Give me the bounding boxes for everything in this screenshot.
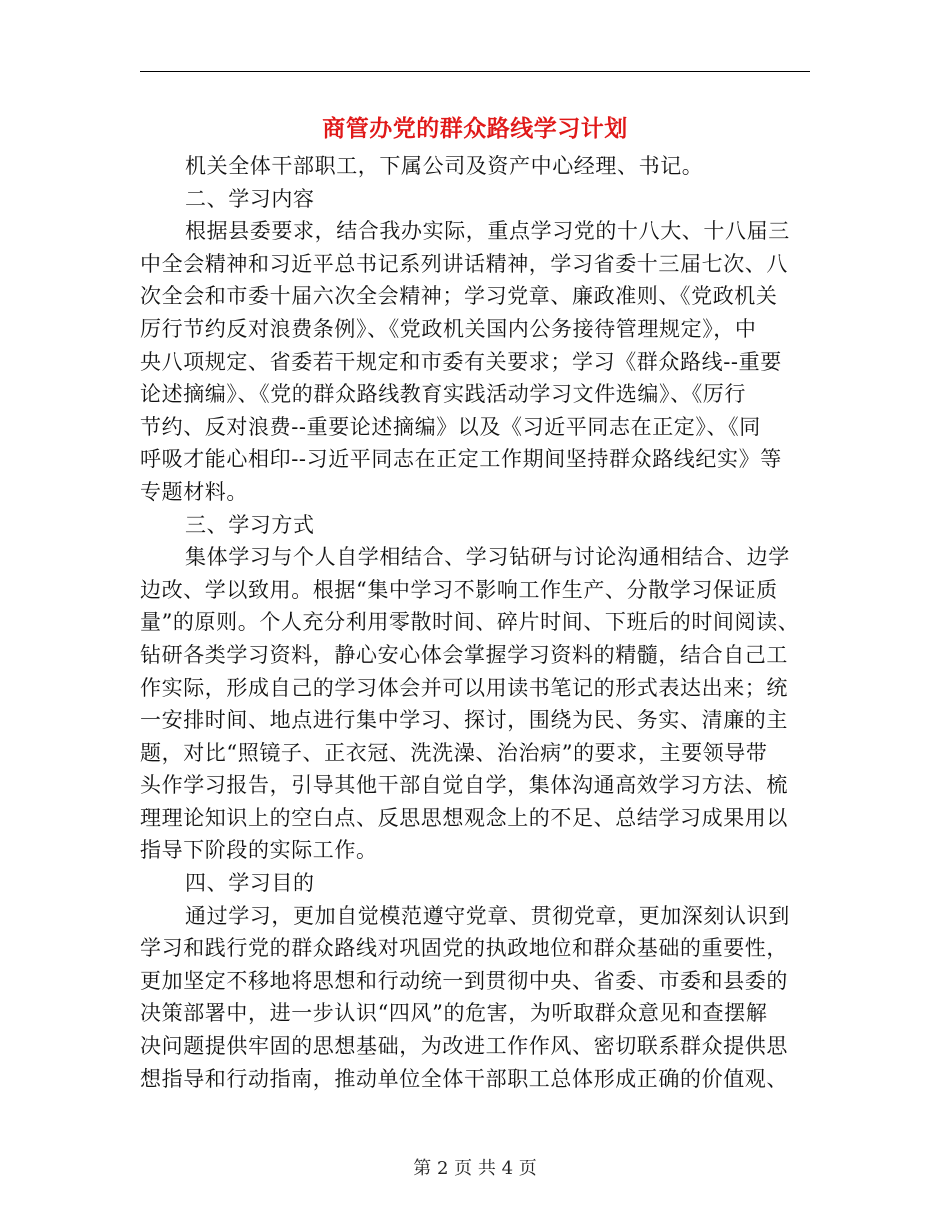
text-line: 更加坚定不移地将思想和行动统一到贯彻中央、省委、市委和县委的 bbox=[140, 968, 788, 993]
text-line: 头作学习报告，引导其他干部自觉自学，集体沟通高效学习方法、梳 bbox=[140, 773, 788, 798]
text-line: 根据县委要求，结合我办实际，重点学习党的十八大、十八届三 bbox=[185, 219, 790, 244]
page-number: 第 2 页 共 4 页 bbox=[413, 1158, 537, 1179]
text-line: 边改、学以致用。根据“集中学习不影响工作生产、分散学习保证质 bbox=[140, 577, 778, 602]
text-line: 决策部署中，进一步认识“四风”的危害，为听取群众意见和查摆解 bbox=[140, 1001, 768, 1026]
text-line: 题，对比“照镜子、正衣冠、洗洗澡、治治病”的要求，主要领导带 bbox=[140, 740, 768, 765]
text-line: 厉行节约反对浪费条例》、《党政机关国内公务接待管理规定》，中 bbox=[140, 316, 757, 341]
text-line: 中全会精神和习近平总书记系列讲话精神，学习省委十三届七次、八 bbox=[140, 251, 788, 276]
text-line: 一安排时间、地点进行集中学习、探讨，围绕为民、务实、清廉的主 bbox=[140, 708, 788, 733]
section-heading-method: 三、学习方式 bbox=[185, 512, 315, 537]
section-heading-purpose: 四、学习目的 bbox=[185, 871, 315, 896]
text-line: 钻研各类学习资料，静心安心体会掌握学习资料的精髓，结合自己工 bbox=[140, 642, 788, 667]
text-line: 量”的原则。个人充分利用零散时间、碎片时间、下班后的时间阅读、 bbox=[140, 610, 800, 635]
text-line: 决问题提供牢固的思想基础，为改进工作作风、密切联系群众提供思 bbox=[140, 1034, 788, 1059]
text-line: 呼吸才能心相印--习近平同志在正定工作期间坚持群众路线纪实》等 bbox=[140, 447, 782, 472]
text-line: 集体学习与个人自学相结合、学习钻研与讨论沟通相结合、边学 bbox=[185, 545, 790, 570]
text-line: 学习和践行党的群众路线对巩固党的执政地位和群众基础的重要性， bbox=[140, 936, 788, 961]
text-line: 理理论知识上的空白点、反思思想观念上的不足、总结学习成果用以 bbox=[140, 805, 788, 830]
section-heading-content: 二、学习内容 bbox=[185, 186, 315, 211]
text-line: 想指导和行动指南，推动单位全体干部职工总体形成正确的价值观、 bbox=[140, 1066, 788, 1091]
document-title: 商管办党的群众路线学习计划 bbox=[322, 115, 628, 142]
text-line: 指导下阶段的实际工作。 bbox=[140, 838, 378, 863]
document-body bbox=[140, 150, 812, 1095]
text-line: 央八项规定、省委若干规定和市委有关要求；学习《群众路线--重要 bbox=[140, 349, 782, 374]
text-line: 通过学习，更加自觉模范遵守党章、贯彻党章，更加深刻认识到 bbox=[185, 903, 790, 928]
text-line: 论述摘编》、《党的群众路线教育实践活动学习文件选编》、《厉行 bbox=[140, 382, 746, 407]
text-line: 次全会和市委十届六次全会精神；学习党章、廉政准则、《党政机关 bbox=[140, 284, 778, 309]
text-line: 节约、反对浪费--重要论述摘编》以及《习近平同志在正定》、《同 bbox=[140, 414, 761, 439]
text-line: 专题材料。 bbox=[140, 479, 248, 504]
text-line: 作实际，形成自己的学习体会并可以用读书笔记的形式表达出来；统 bbox=[140, 675, 788, 700]
text-line: 机关全体干部职工，下属公司及资产中心经理、书记。 bbox=[185, 154, 704, 178]
header-rule bbox=[140, 71, 810, 72]
